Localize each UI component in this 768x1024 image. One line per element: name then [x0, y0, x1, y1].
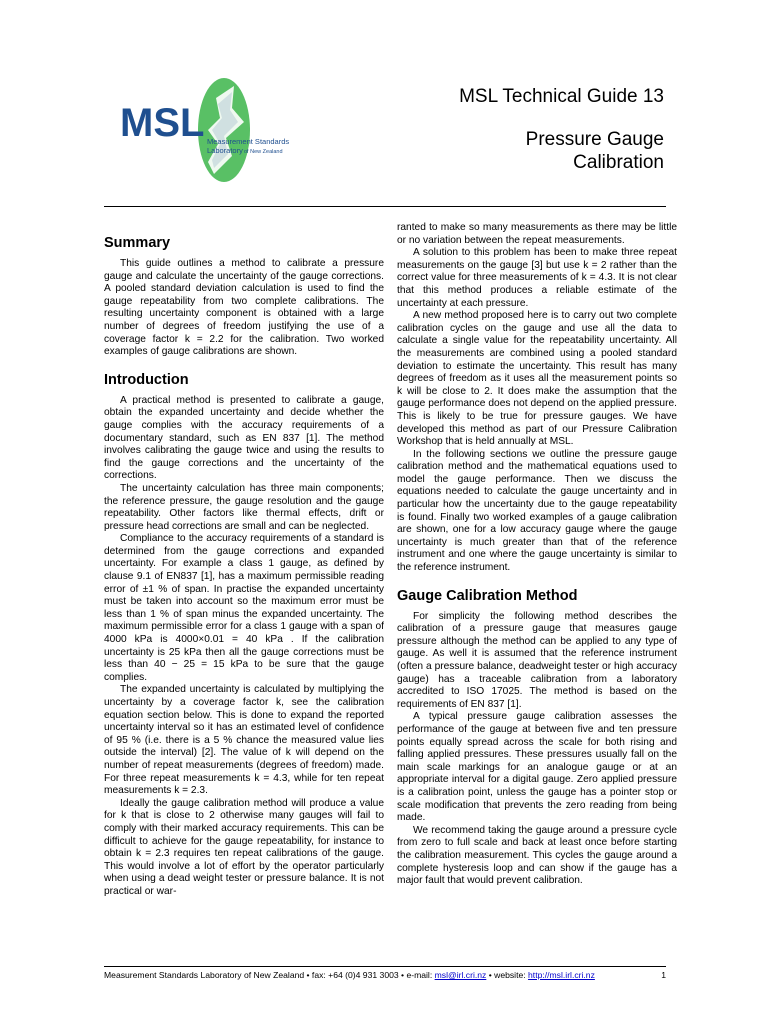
intro-paragraph-7: A new method proposed here is to carry out two complete calibration cycles on the gauge and use all the data to calculate a single value for the repeatability uncertainty. All the measurements are combined using a pooled standard deviation to estimate the uncertainty. This result has many degrees of freedom as it uses all the measurement points so k will be close to 2. It does make the assumption that the gauge performance does not depend on the applied pressure. This is likely to be true for pressure gauges. We have developed this method as part of our Pressure Calibration Workshop that is held annually at MSL. — [397, 310, 677, 448]
guide-title: MSL Technical Guide 13 — [459, 86, 664, 107]
summary-heading: Summary — [104, 235, 171, 251]
logo-text: MSL — [120, 101, 205, 145]
method-paragraph-1: For simplicity the following method describes the calibration of a pressure gauge that measures gauge pressure although the method can be applied to any type of gauge. As well it is assumed that the reference instrument (often a pressure balance, deadweight tester or high accuracy gauge) has a traceable calibration from a laboratory accredited to ISO 17025. The method is based on the requirements of EN 837 [1]. — [397, 610, 677, 710]
summary-paragraph: This guide outlines a method to calibrate a pressure gauge and calculate the uncertainty of the gauge corrections. A pooled standard deviation calculation is used to find the gauge repeatability from two complete calibrations. The resulting uncertainty component is obtained with a large number of degrees of freedom justifying the use of a coverage factor k = 2.2 for the calibration. Two worked examples of gauge calibrations are shown. — [104, 258, 384, 358]
footer-org: Measurement Standards Laboratory of New Zealand • fax: +64 (0)4 931 3003 • e-mail: — [104, 970, 435, 980]
intro-paragraph-6: A solution to this problem has been to make three repeat measurements on the gauge [3] but use k = 2 rather than the correct value for three measurements of k = 4.3. It is not clear that this method produces a reliable estimate of the uncertainty at each pressure. — [397, 247, 677, 309]
intro-paragraph-2: The uncertainty calculation has three main components; the reference pressure, the gauge resolution and the gauge repeatability. Other factors like thermal effects, drift or pressure head corrections are small and can be neglected. — [104, 482, 384, 532]
method-paragraph-3: We recommend taking the gauge around a pressure cycle from zero to full scale and back at least once before starting the calibration measurement. This cycles the gauge around a complete hysteresis loop and can show if the gauge has a major fault that would prevent calibration. — [397, 824, 677, 887]
footer-website-link[interactable]: http://msl.irl.cri.nz — [528, 970, 595, 980]
introduction-heading: Introduction — [104, 371, 189, 388]
intro-paragraph-5: Ideally the gauge calibration method will produce a value for k that is close to 2 otherwise many gauges will fail to comply with their marked accuracy requirements. This can be difficult to achieve for the gauge repeatability, for instance to obtain k = 2.3 requires ten repeat calibrations of the gauge. This would involve a lot of effort by the operator particularly when using a dead weight tester or pressure balance. It is not practical or war- — [104, 797, 384, 897]
footer — [104, 970, 666, 981]
header — [459, 84, 664, 174]
footer-web-label: • website: — [486, 970, 529, 980]
method-paragraph-2: A typical pressure gauge calibration assesses the performance of the gauge at between five and ten pressure points equally spread across the scale for both rising and falling applied pressures. These pressures usually fall on the main scale markings for an analogue gauge or at an appropriate interval for a digital gauge. Zero applied pressure is a calibration point, unless the gauge has a pointer stop or scale modification that prevents the zero reading from being made. — [397, 711, 677, 824]
intro-paragraph-3: Compliance to the accuracy requirements of a standard is determined from the gauge corrections and expanded uncertainty. For example a class 1 gauge, as defined by clause 9.1 of EN837 [1], has a maximum permissible reading error of ±1 % of span. In practise the expanded uncertainty must be taken into account so the maximum error must be less than 1 % of span minus the expanded uncertainty. The maximum permissible error for a class 1 gauge with a span of 4000 kPa is 4000×0.01 = 40 kPa . If the calibration uncertainty is 25 kPa then all the gauge corrections must be less than 40 − 25 = 15 kPa to be sure that the gauge complies. — [104, 533, 384, 683]
intro-paragraph-4: The expanded uncertainty is calculated by multiplying the uncertainty by a coverage factor k, see the calibration equation section below. This is done to expand the reported uncertainty interval so it has an estimated level of confidence of 95 % (i.e. there is a 5 % chance the measured value lies outside the interval) [2]. The value of k will depend on the number of repeat measurements (degrees of freedom) made. For three repeat measurements k = 4.3, while for ten repeat measurements k = 2.3. — [104, 684, 384, 797]
document-title-line1: Pressure Gauge — [525, 129, 664, 150]
page-number: 1 — [661, 970, 666, 980]
footer-email-link[interactable]: msl@irl.cri.nz — [434, 970, 487, 980]
header-divider — [104, 206, 666, 207]
right-column — [397, 222, 677, 888]
footer-divider — [104, 966, 666, 967]
intro-paragraph-8: In the following sections we outline the pressure gauge calibration method and the mathematical equations used to model the gauge performance. Then we discuss the equations needed to calculate the gauge uncertainty and in particular how the uncertainty due to the gauge repeatability is found. Finally two worked examples of a gauge calibration are shown, one for a low accuracy gauge where the gauge uncertainty is much greater than that of the reference instrument and one where the gauge uncertainty is similar to the reference instrument. — [397, 448, 677, 574]
logo-line2: Laboratory — [207, 146, 243, 155]
document-title — [459, 128, 664, 174]
left-column — [104, 234, 384, 899]
continued-paragraph: ranted to make so many measurements as there may be little or no variation between the repeat measurements. — [397, 222, 677, 246]
logo-line3: of New Zealand — [244, 149, 283, 155]
logo-line1: Measurement Standards — [207, 137, 290, 146]
msl-logo — [104, 78, 294, 188]
intro-paragraph-1: A practical method is presented to calibrate a gauge, obtain the expanded uncertainty and decide whether the gauge complies with the accuracy requirements of a documentary standard, such as EN 837 [1]. The method involves calibrating the gauge twice and using the results to find the gauge corrections and the uncertainty of the corrections. — [104, 394, 384, 482]
document-title-line2: Calibration — [573, 152, 664, 173]
method-heading: Gauge Calibration Method — [397, 587, 578, 604]
